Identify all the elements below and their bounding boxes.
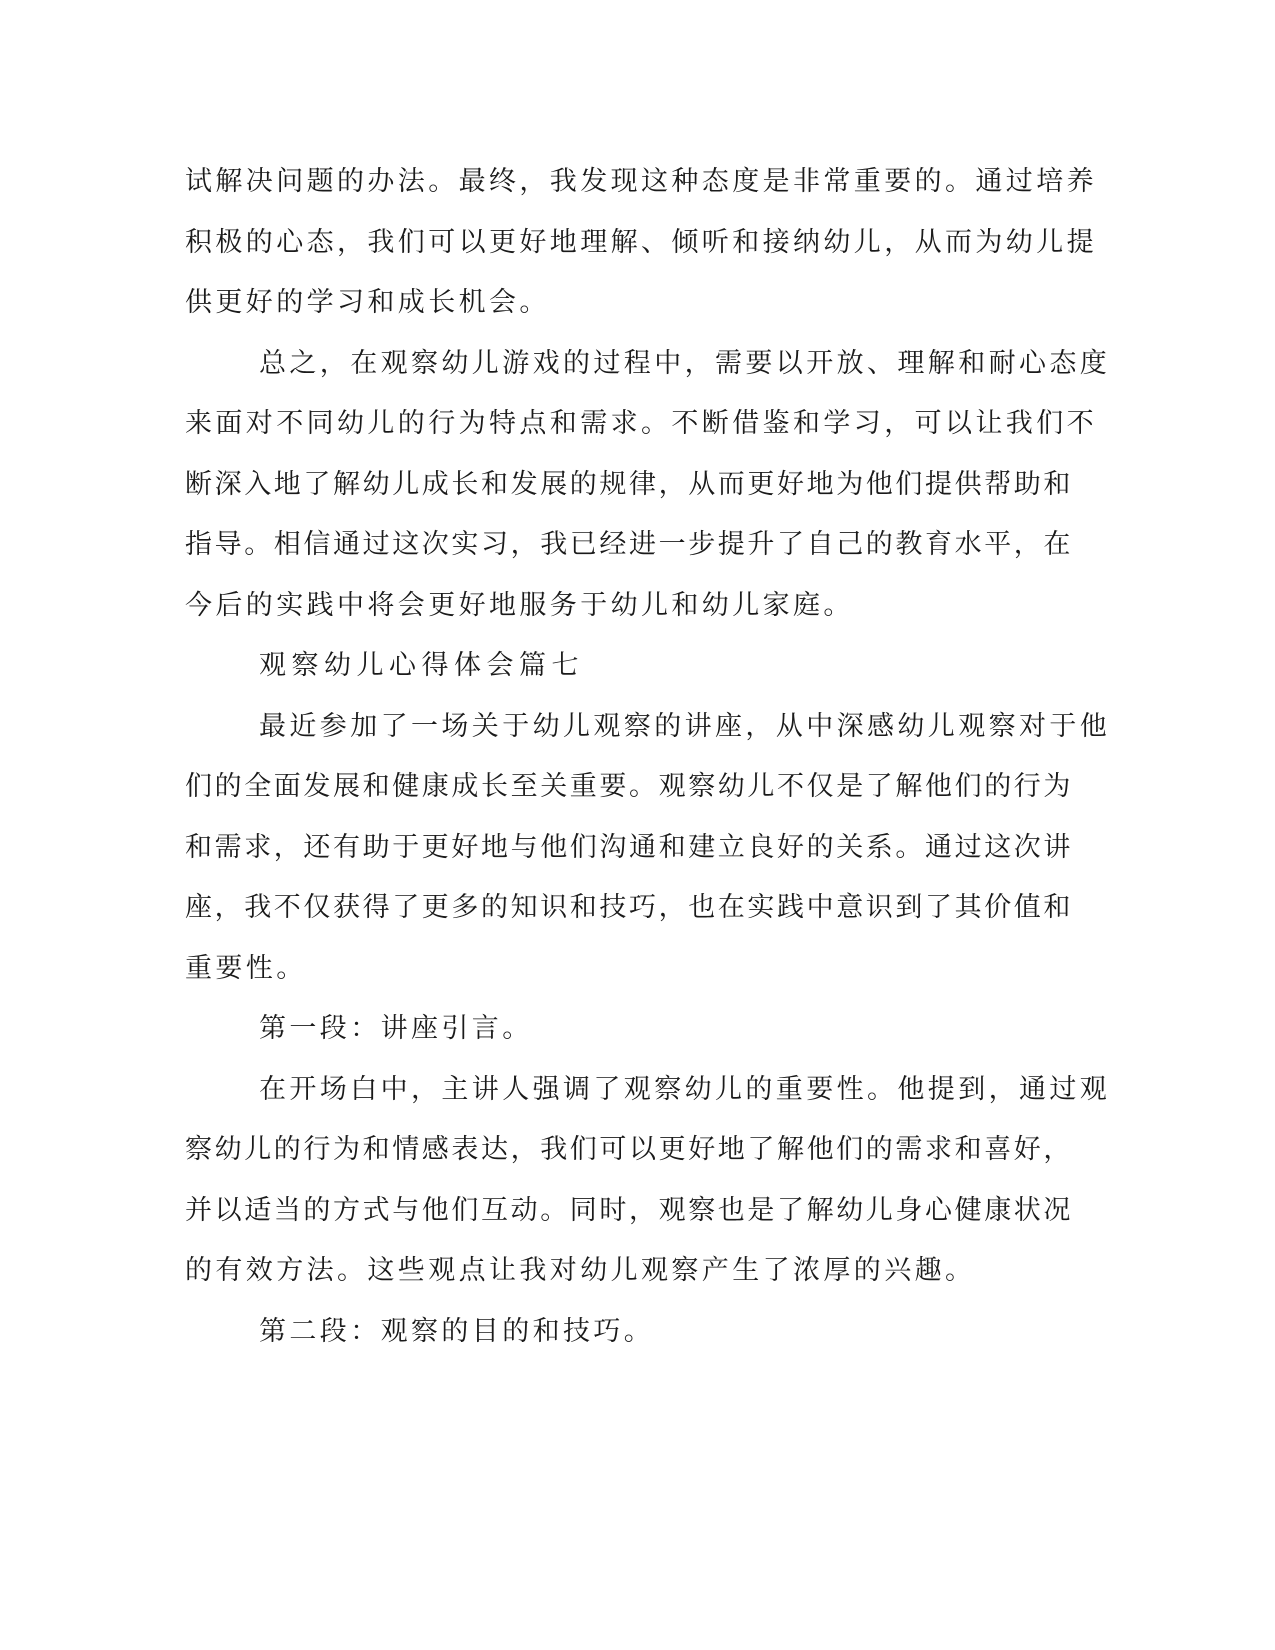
text-line: 来面对不同幼儿的行为特点和需求。不断借鉴和学习，可以让我们不 xyxy=(185,408,1097,439)
text-line: 重要性。 xyxy=(185,952,307,984)
text-line: 座，我不仅获得了更多的知识和技巧，也在实践中意识到了其价值和 xyxy=(185,892,1073,923)
text-line: 们的全面发展和健康成长至关重要。观察幼儿不仅是了解他们的行为 xyxy=(185,771,1073,802)
text-line: 积极的心态，我们可以更好地理解、倾听和接纳幼儿，从而为幼儿提 xyxy=(185,226,1097,258)
text-line: 和需求，还有助于更好地与他们沟通和建立良好的关系。通过这次讲 xyxy=(185,831,1073,863)
text-line: 并以适当的方式与他们互动。同时，观察也是了解幼儿身心健康状况 xyxy=(185,1194,1073,1226)
text-line: 的有效方法。这些观点让我对幼儿观察产生了浓厚的兴趣。 xyxy=(185,1255,976,1286)
text-line: 在开场白中，主讲人强调了观察幼儿的重要性。他提到，通过观 xyxy=(259,1073,1111,1105)
text-line: 试解决问题的办法。最终，我发现这种态度是非常重要的。通过培养 xyxy=(185,166,1097,197)
text-line: 总之，在观察幼儿游戏的过程中，需要以开放、理解和耐心态度 xyxy=(259,347,1111,379)
text-line: 察幼儿的行为和情感表达，我们可以更好地了解他们的需求和喜好， xyxy=(185,1134,1073,1165)
text-line: 第二段：观察的目的和技巧。 xyxy=(259,1315,655,1347)
text-line: 最近参加了一场关于幼儿观察的讲座，从中深感幼儿观察对于他 xyxy=(259,710,1111,742)
text-line: 第一段：讲座引言。 xyxy=(259,1013,533,1044)
text-line: 指导。相信通过这次实习，我已经进一步提升了自己的教育水平，在 xyxy=(185,529,1073,560)
text-line: 供更好的学习和成长机会。 xyxy=(185,287,550,318)
text-line: 观察幼儿心得体会篇七 xyxy=(259,650,584,681)
text-line: 断深入地了解幼儿成长和发展的规律，从而更好地为他们提供帮助和 xyxy=(185,468,1073,500)
text-line: 今后的实践中将会更好地服务于幼儿和幼儿家庭。 xyxy=(185,589,854,621)
document-body xyxy=(185,152,1111,1362)
